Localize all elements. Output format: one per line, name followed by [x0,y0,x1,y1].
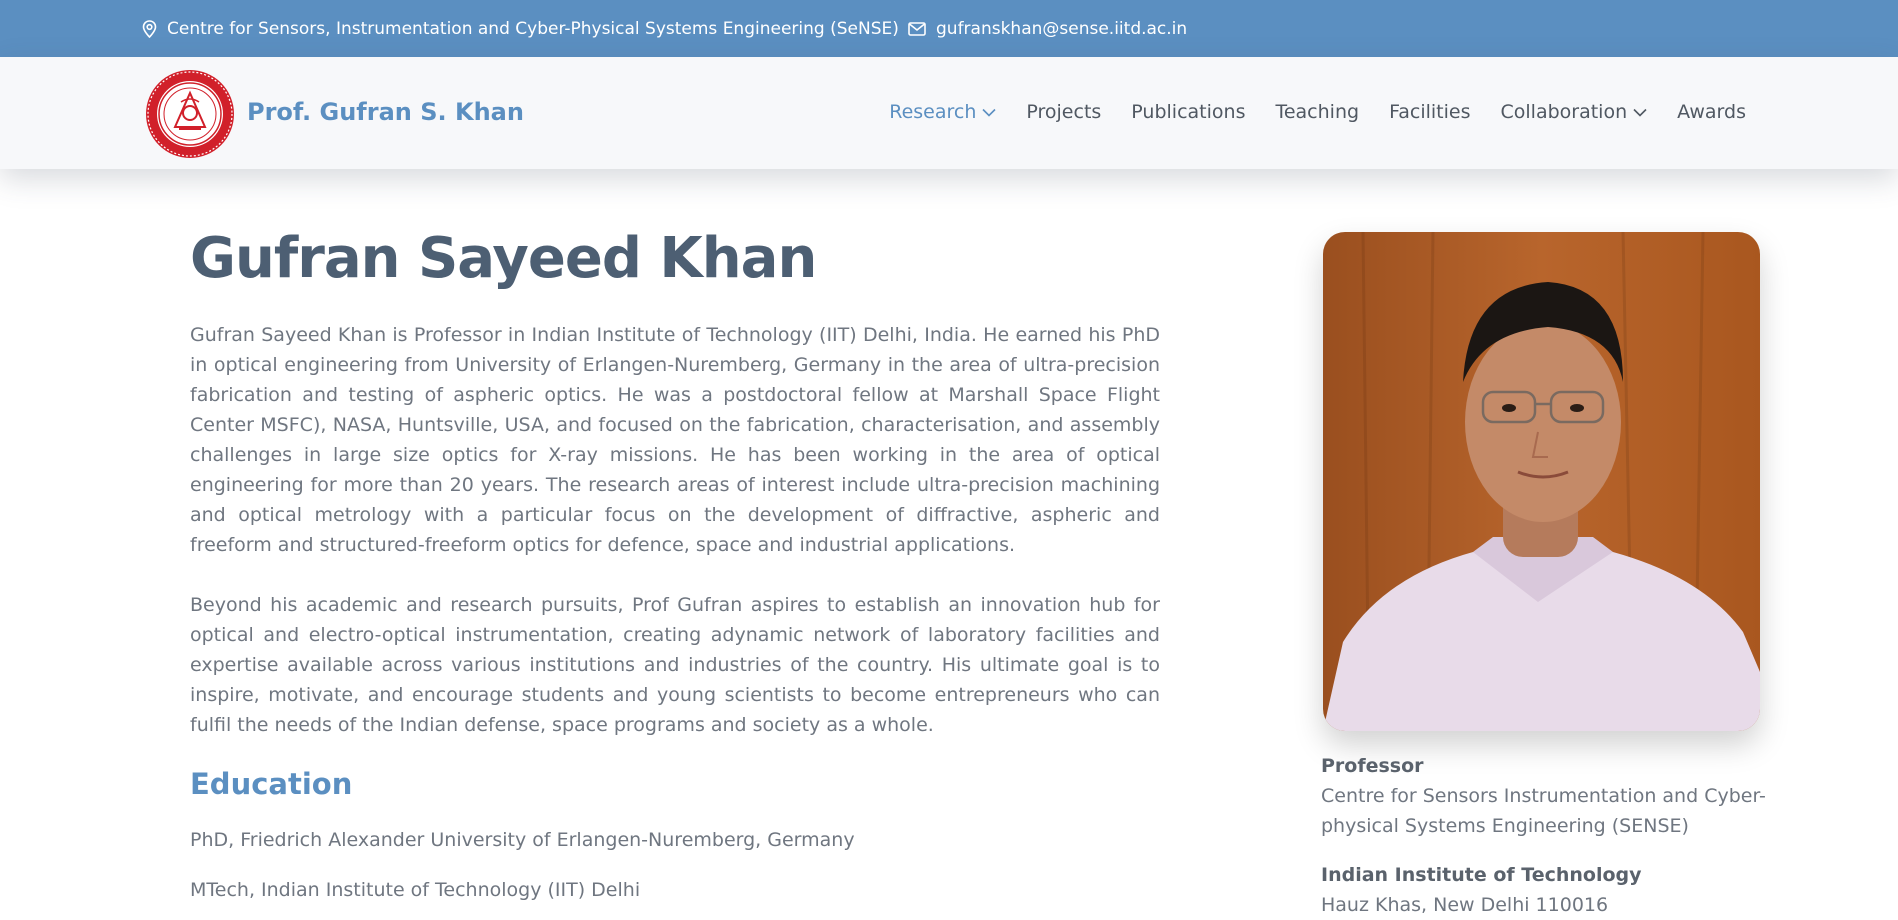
sidebar-department: Centre for Sensors Instrumentation and Cyber-physical Systems Engineering (SENSE) [1321,785,1766,837]
education-heading: Education [190,767,353,801]
page-title: Gufran Sayeed Khan [190,226,817,291]
location-info [142,0,899,57]
nav-teaching-label: Teaching [1275,101,1360,123]
iit-delhi-seal-logo[interactable] [145,69,235,159]
nav-awards-label: Awards [1677,101,1746,123]
envelope-icon [908,22,926,36]
chevron-down-icon [1633,108,1647,117]
nav-facilities-label: Facilities [1389,101,1471,123]
nav-research[interactable] [889,101,996,123]
nav-publications[interactable] [1131,101,1245,123]
profile-photo [1323,232,1760,731]
sidebar-address: Hauz Khas, New Delhi 110016 [1321,894,1609,916]
education-item: PhD, Friedrich Alexander University of Erlangen-Nuremberg, Germany [190,829,855,851]
top-info-bar [0,0,1898,57]
nav-collaboration[interactable] [1501,101,1648,123]
main-nav [859,94,1746,130]
sidebar-role-block [1321,751,1781,841]
nav-projects-label: Projects [1026,101,1102,123]
education-item: MTech, Indian Institute of Technology (IIT) Delhi [190,879,641,901]
chevron-down-icon [982,108,996,117]
site-brand[interactable]: Prof. Gufran S. Khan [247,98,524,126]
location-text: Centre for Sensors, Instrumentation and Cyber-Physical Systems Engineering (SeNSE) [167,18,899,39]
nav-publications-label: Publications [1131,101,1246,123]
bio-paragraph-2: Beyond his academic and research pursuits, Prof Gufran aspires to establish an innovation hub for optical and electro-optical instrumentation, creating adynamic network of laboratory facilities and expertise available across various institutions and industries of the country. His ultimate goal is to inspire, motivate, and encourage students and young scientists to become entrepreneurs who can fulfil the needs of the Indian defense, space programs and society as a whole. [190,594,1160,736]
nav-facilities[interactable] [1389,101,1470,123]
nav-projects[interactable] [1026,101,1101,123]
sidebar-institute-block [1321,860,1781,920]
sidebar-role: Professor [1321,755,1424,777]
sidebar-institute: Indian Institute of Technology [1321,864,1642,886]
email-link[interactable]: gufranskhan@sense.iitd.ac.in [936,18,1188,39]
email-info[interactable] [908,0,1187,57]
nav-awards[interactable] [1677,101,1746,123]
nav-research-label: Research [889,101,977,123]
map-pin-icon [142,20,157,38]
profile-photo-illustration [1323,232,1760,731]
nav-teaching[interactable] [1275,101,1359,123]
bio-paragraph-1: Gufran Sayeed Khan is Professor in Indian Institute of Technology (IIT) Delhi, India. He earned his PhD in optical engineering from University of Erlangen-Nuremberg, Germany in the area of ultra-precision fabrication and testing of aspheric optics. He was a postdoctoral fellow at Marshall Space Flight Center MSFC), NASA, Huntsville, USA, and focused on the fabrication, characterisation, and assembly challenges in large size optics for X-ray missions. He has been working in the area of optical engineering for more than 20 years. The research areas of interest include ultra-precision machining and optical metrology with a particular focus on the development of diffractive, aspheric and freeform and structured-freeform optics for defence, space and industrial applications. [190,324,1160,556]
nav-collaboration-label: Collaboration [1500,101,1628,123]
